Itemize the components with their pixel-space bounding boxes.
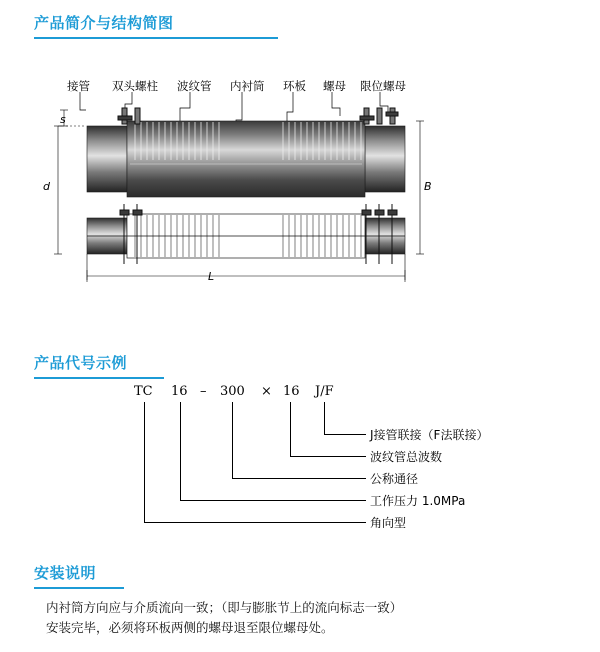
leader-vline-0	[324, 402, 325, 434]
section-code-title: 产品代号示例	[34, 354, 128, 372]
code-token-6: J/F	[315, 384, 334, 399]
leader-hline-0	[324, 434, 366, 435]
install-line-0: 内衬筒方向应与介质流向一致；（即与膨胀节上的流向标志一致）	[46, 600, 403, 615]
leader-hline-2	[232, 478, 366, 479]
dimension-label-L: L	[208, 270, 215, 283]
section-install-header	[34, 562, 234, 589]
install-instructions	[46, 598, 566, 638]
callout-label-1: 双头螺柱	[112, 79, 158, 93]
section-install-title: 安装说明	[34, 564, 97, 582]
dimension-label-B: B	[424, 180, 432, 193]
callout-label-2: 波纹管	[177, 79, 212, 93]
leader-vline-4	[144, 402, 145, 522]
product-code-diagram	[34, 378, 564, 538]
code-token-5: 16	[283, 384, 300, 399]
code-desc-4: 角向型	[370, 516, 407, 530]
leader-vline-1	[290, 402, 291, 456]
callout-label-0: 接管	[67, 79, 90, 93]
leader-vline-3	[180, 402, 181, 500]
section-intro-title: 产品简介与结构简图	[34, 14, 174, 32]
section-intro-header	[34, 12, 284, 39]
callout-label-6: 限位螺母	[360, 79, 406, 93]
callout-label-3: 内衬筒	[230, 79, 265, 93]
code-desc-0: J接管联接（F法联接）	[370, 428, 489, 442]
code-token-0: TC	[134, 384, 153, 399]
leader-hline-3	[180, 500, 366, 501]
code-desc-2: 公称通径	[370, 472, 419, 486]
code-token-3: 300	[220, 384, 245, 399]
callout-label-4: 环板	[283, 79, 306, 93]
dimension-label-d: d	[43, 180, 50, 193]
diagram-svg	[40, 64, 560, 294]
structure-diagram	[40, 64, 560, 294]
install-line-1: 安装完毕，必须将环板两侧的螺母退至限位螺母处。	[46, 620, 334, 635]
section-intro-underline	[34, 37, 278, 39]
code-token-2: –	[200, 384, 207, 399]
leader-hline-1	[290, 456, 366, 457]
section-install-underline	[34, 587, 124, 589]
leader-vline-2	[232, 402, 233, 478]
callout-label-5: 螺母	[323, 79, 346, 93]
code-token-4: ×	[261, 384, 272, 399]
section-code-header	[34, 352, 234, 379]
code-token-1: 16	[171, 384, 188, 399]
code-desc-1: 波纹管总波数	[370, 450, 443, 464]
leader-hline-4	[144, 522, 366, 523]
code-desc-3: 工作压力 1.0MPa	[370, 494, 466, 508]
dimension-label-s: s	[60, 113, 66, 126]
